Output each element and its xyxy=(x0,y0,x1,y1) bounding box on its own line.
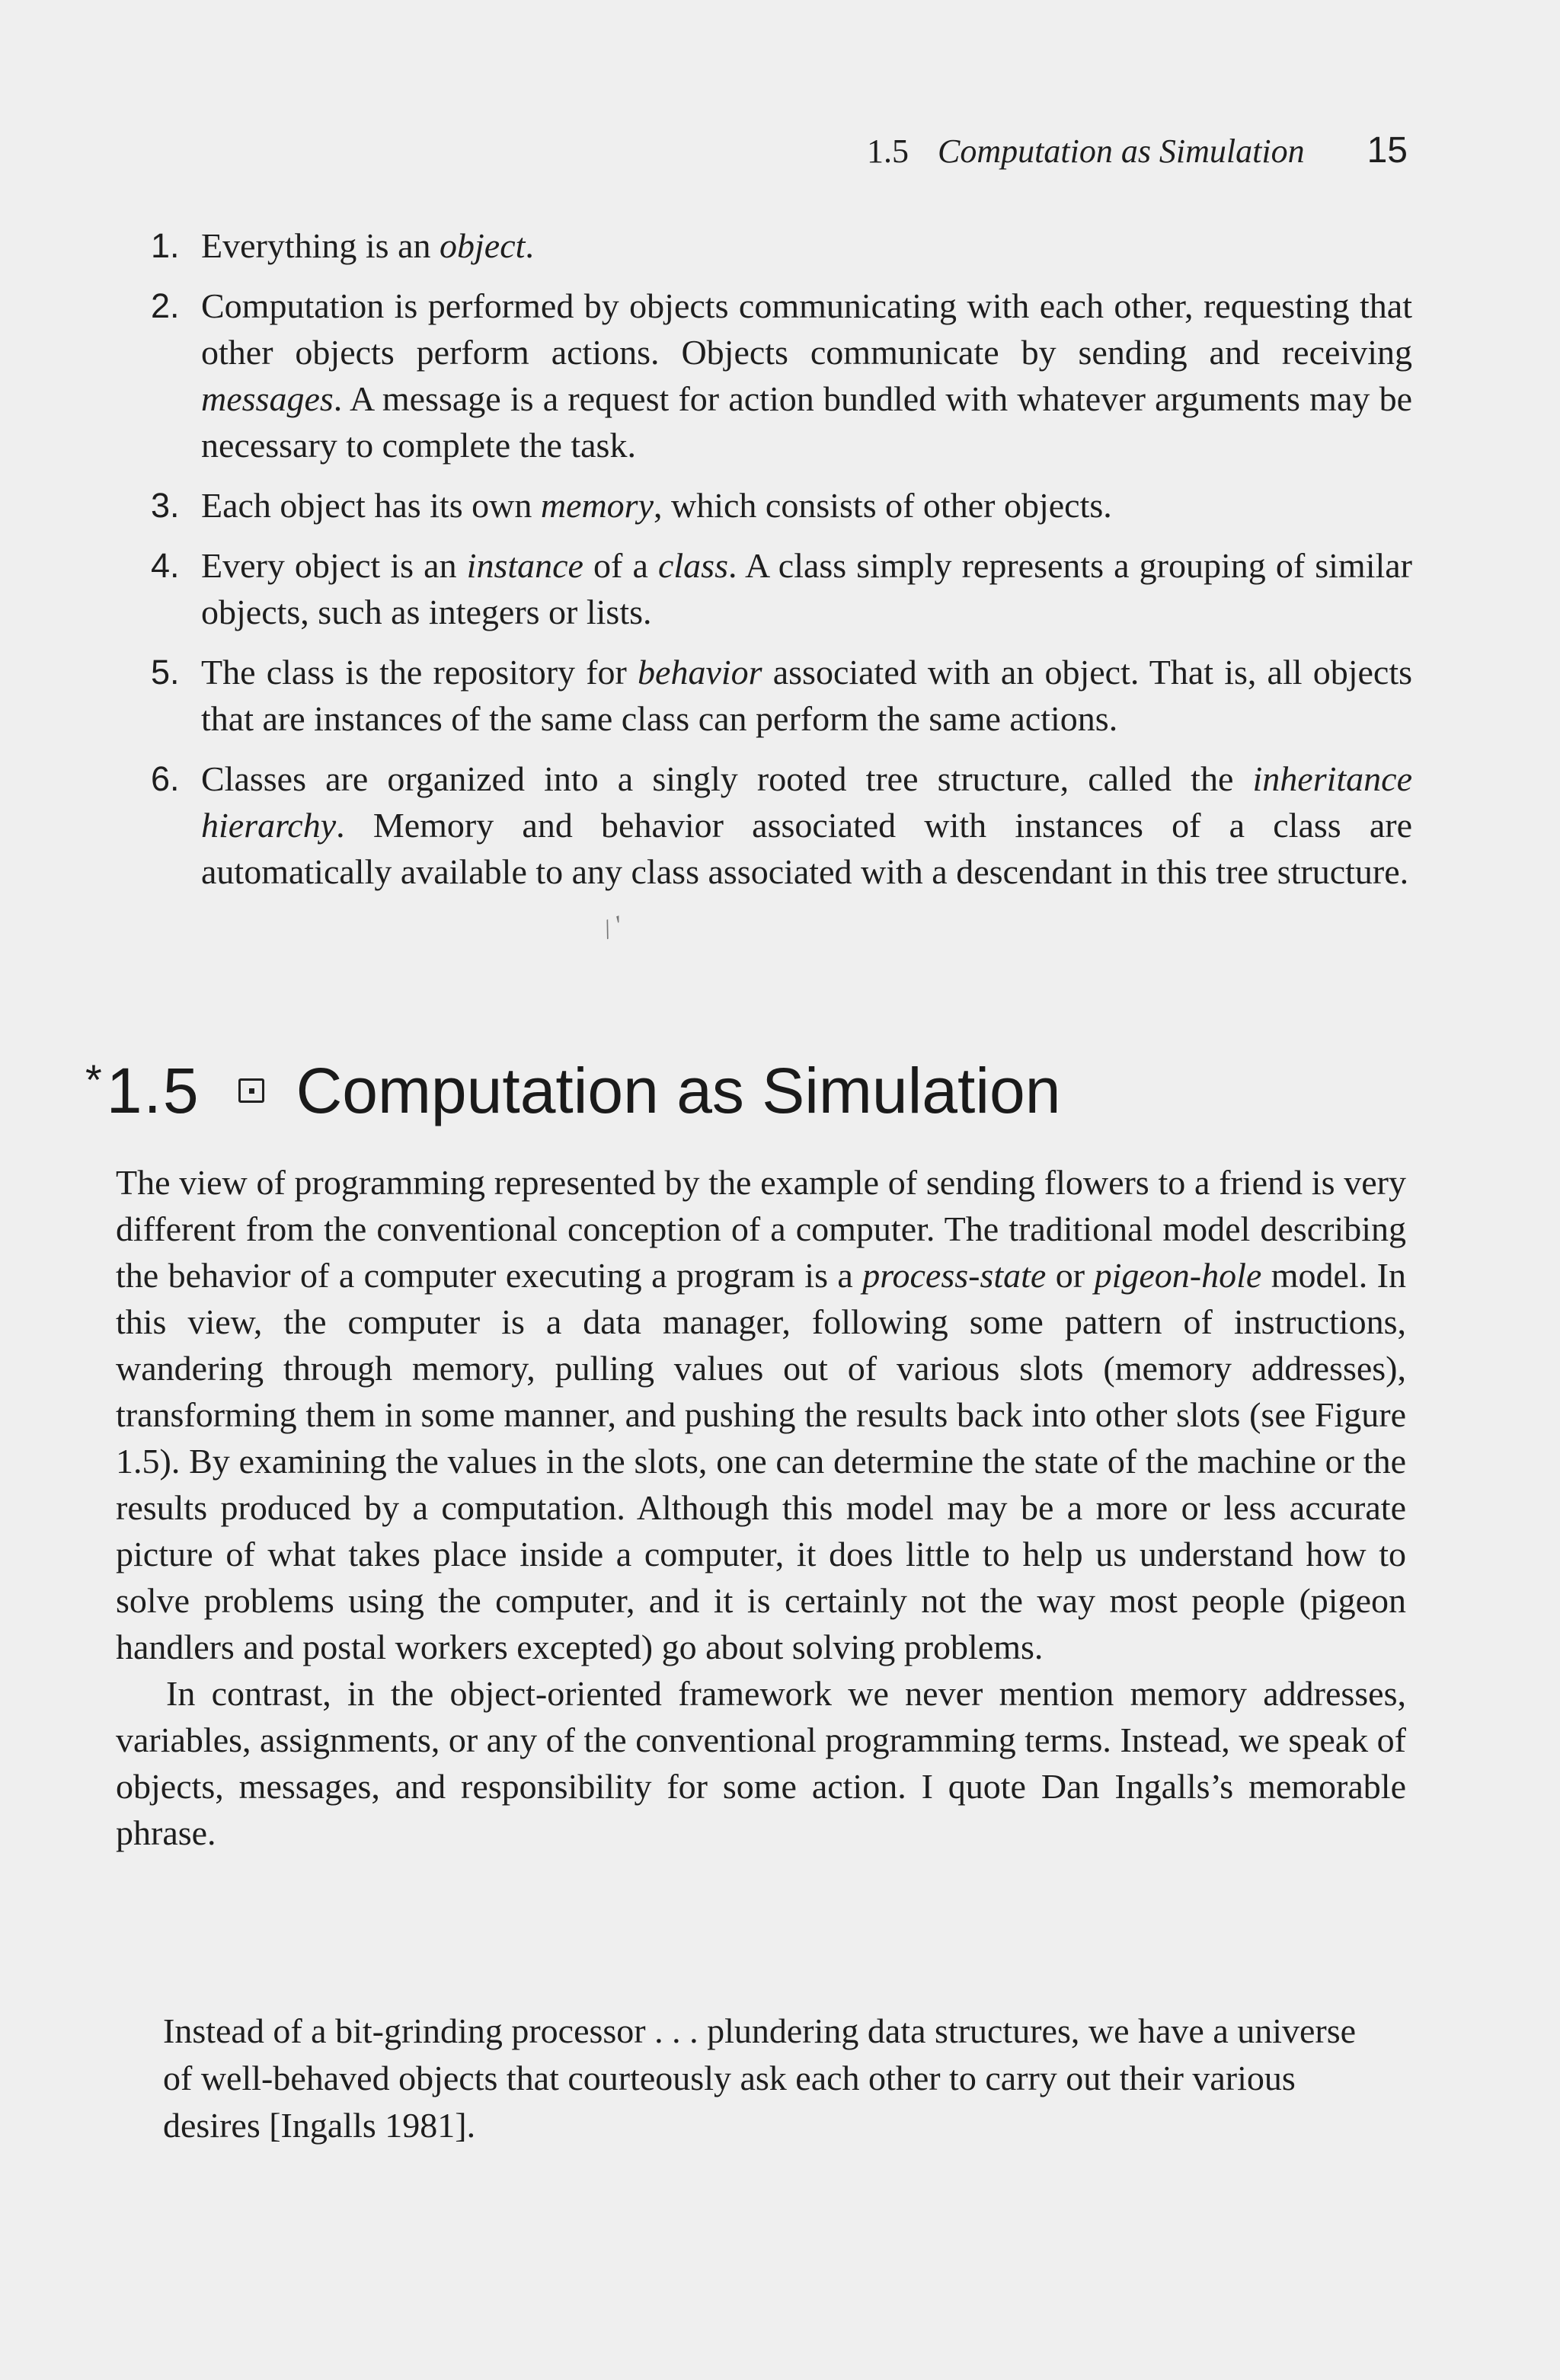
list-item-number: 5. xyxy=(151,653,180,692)
text-run: Every object is an xyxy=(201,546,467,585)
text-run: associated with an object. That is, all objects that are instances of the same class can perform the same actions. xyxy=(201,653,1413,738)
list-item-number: 2. xyxy=(151,286,180,325)
running-head-section-number: 1.5 xyxy=(867,133,909,170)
text-run: The class is the repository for xyxy=(201,653,638,692)
page-number: 15 xyxy=(1367,130,1408,171)
text-run: . Memory and behavior associated with instances of a class are automatically available to any class associated with a descendant in this tree structure. xyxy=(201,806,1412,891)
emphasized-term: messages xyxy=(201,379,334,418)
emphasized-term: process-state xyxy=(862,1256,1047,1295)
running-head xyxy=(867,128,1408,174)
emphasized-term: object xyxy=(440,226,526,265)
emphasized-term: class xyxy=(657,546,728,585)
list-item xyxy=(151,283,1412,468)
principles-list xyxy=(151,222,1412,909)
emphasized-term: pigeon-hole xyxy=(1094,1256,1262,1295)
pencil-mark-decoration: / ′ xyxy=(598,909,628,945)
list-item-number: 1. xyxy=(151,226,180,265)
list-item xyxy=(151,542,1412,635)
list-item-number: 4. xyxy=(151,546,180,585)
list-item xyxy=(151,649,1412,742)
list-item-number: 6. xyxy=(151,759,180,798)
text-run: or xyxy=(1046,1256,1095,1295)
text-run: . xyxy=(525,226,534,265)
text-run: of a xyxy=(583,546,658,585)
text-run: Each object has its own xyxy=(201,486,541,525)
list-item xyxy=(151,482,1412,529)
list-item xyxy=(151,756,1412,895)
section-number: 1.5 xyxy=(106,1055,200,1126)
text-run: Computation is performed by objects communicating with each other, requesting that other objects perform actions. Objects communicate by sending and receiving xyxy=(201,286,1412,372)
body-text xyxy=(116,1159,1406,1856)
paragraph xyxy=(116,1670,1406,1856)
square-bullet-icon xyxy=(238,1078,264,1103)
emphasized-term: behavior xyxy=(638,653,762,692)
text-run: model. In this view, the computer is a data manager, following some pattern of instructions, wandering through memory, pulling values out of various slots (memory addresses), transforming them in some manner, and pushing the results back into other slots (see Figure 1.5). By examining the values in the slots, one can determine the state of the machine or the results produced by a computation. Although this model may be a more or less accurate picture of what takes place inside a computer, it does little to help us understand how to solve problems using the computer, and it is certainly not the way most people (pigeon handlers and postal workers excepted) go about solving problems. xyxy=(116,1256,1406,1666)
emphasized-term: instance xyxy=(466,546,583,585)
running-head-section-title: Computation as Simulation xyxy=(938,133,1305,170)
emphasized-term: memory xyxy=(540,486,654,525)
section-title: Computation as Simulation xyxy=(296,1055,1061,1126)
quote-text: Instead of a bit-grinding processor . . . plundering data structures, we have a universe of well-behaved objects that courteously ask each other to carry out their various desires [Ingalls 1981]. xyxy=(163,2011,1357,2145)
section-heading xyxy=(85,1053,1060,1129)
text-run: In contrast, in the object-oriented framework we never mention memory addresses, variables, assignments, or any of the conventional programming terms. Instead, we speak of objects, messages, and responsibility for some action. I quote Dan Ingalls’s memorable phrase. xyxy=(116,1674,1406,1852)
text-run: . A class simply represents a grouping of similar objects, such as integers or lists. xyxy=(201,546,1413,631)
text-run: , which consists of other objects. xyxy=(654,486,1112,525)
emphasized-term: inheritance hierarchy xyxy=(201,759,1412,845)
paragraph xyxy=(116,1159,1406,1670)
list-item xyxy=(151,222,1412,269)
block-quote xyxy=(163,2008,1382,2149)
list-item-number: 3. xyxy=(151,486,180,525)
text-run: . A message is a request for action bundled with whatever arguments may be necessary to complete the task. xyxy=(201,379,1412,465)
text-run: Everything is an xyxy=(201,226,440,265)
text-run: Classes are organized into a singly rooted tree structure, called the xyxy=(201,759,1253,798)
section-star-marker: * xyxy=(85,1056,102,1104)
text-run: The view of programming represented by the example of sending flowers to a friend is very different from the conventional conception of a computer. The traditional model describing the behavior of a computer executing a program is a xyxy=(116,1163,1406,1295)
